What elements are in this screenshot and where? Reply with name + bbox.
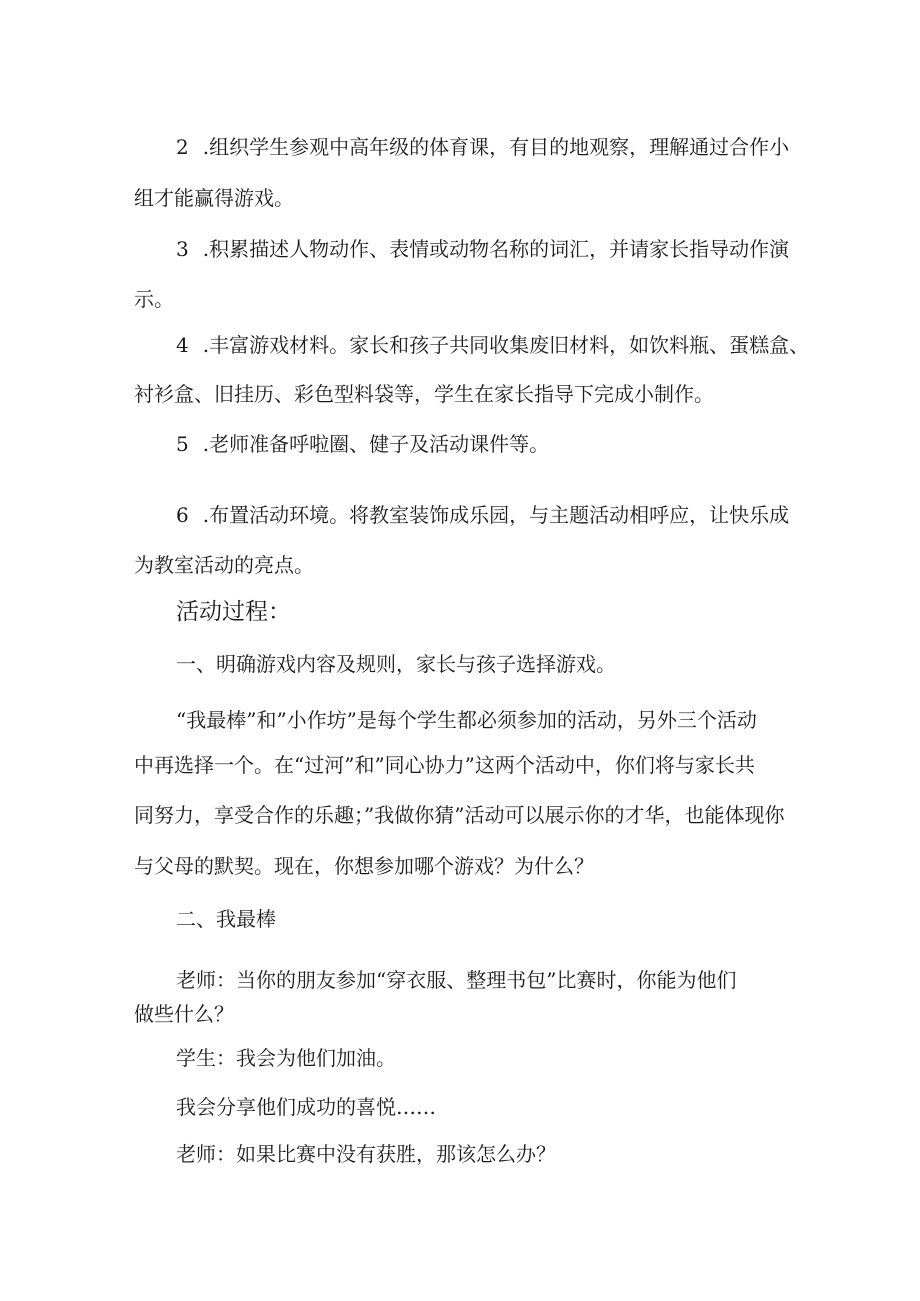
dialogue-teacher-1-line-2: 做些什么？ — [134, 1002, 234, 1026]
paragraph-line-2: 中再选择一个。在“过河”和”同心协力”这两个活动中，你们将与家长共 — [134, 753, 755, 777]
dialogue-teacher-2: 老师：如果比赛中没有获胜，那该怎么办？ — [176, 1142, 556, 1166]
item-3-line-2: 示。 — [134, 287, 174, 311]
dialogue-teacher-1-line-1: 老师：当你的朋友参加“穿衣服、整理书包”比赛时，你能为他们 — [176, 968, 737, 992]
item-3-line-1: 3 .积累描述人物动作、表情或动物名称的词汇，并请家长指导动作演 — [176, 237, 790, 261]
item-5-number: 5 — [176, 432, 189, 456]
paragraph-line-1: “我最棒”和”小作坊”是每个学生都必须参加的活动，另外三个活动 — [176, 708, 757, 732]
item-4-line-2: 衬衫盒、旧挂历、彩色型料袋等，学生在家长指导下完成小制作。 — [134, 382, 714, 406]
item-4-number: 4 — [176, 333, 189, 357]
item-6-line-1: 6 .布置活动环境。将教室装饰成乐园，与主题活动相呼应，让快乐成 — [176, 503, 790, 527]
paragraph-line-3: 同努力，享受合作的乐趣；”我做你猜”活动可以展示你的才华，也能体现你 — [134, 803, 785, 827]
step-one: 一、明确游戏内容及规则，家长与孩子选择游戏。 — [176, 652, 616, 676]
section-heading: 活动过程： — [176, 599, 291, 625]
item-6-number: 6 — [176, 503, 189, 527]
item-2-line-2: 组才能赢得游戏。 — [134, 186, 294, 210]
dialogue-student-1: 学生：我会为他们加油。 — [176, 1046, 396, 1070]
item-3-number: 3 — [176, 237, 189, 261]
paragraph-line-4: 与父母的默契。现在，你想参加哪个游戏？为什么？ — [134, 854, 594, 878]
step-two: 二、我最棒 — [176, 907, 276, 931]
item-4-line-1: 4 .丰富游戏材料。家长和孩子共同收集废旧材料，如饮料瓶、蛋糕盒、 — [176, 333, 810, 357]
dialogue-student-2: 我会分享他们成功的喜悦…… — [176, 1095, 436, 1119]
item-2-number: 2 — [176, 135, 189, 159]
item-5-line-1: 5 .老师准备呼啦圈、健子及活动课件等。 — [176, 432, 550, 456]
item-2-line-1: 2 .组织学生参观中高年级的体育课，有目的地观察，理解通过合作小 — [176, 135, 790, 159]
item-6-line-2: 为教室活动的亮点。 — [134, 553, 314, 577]
